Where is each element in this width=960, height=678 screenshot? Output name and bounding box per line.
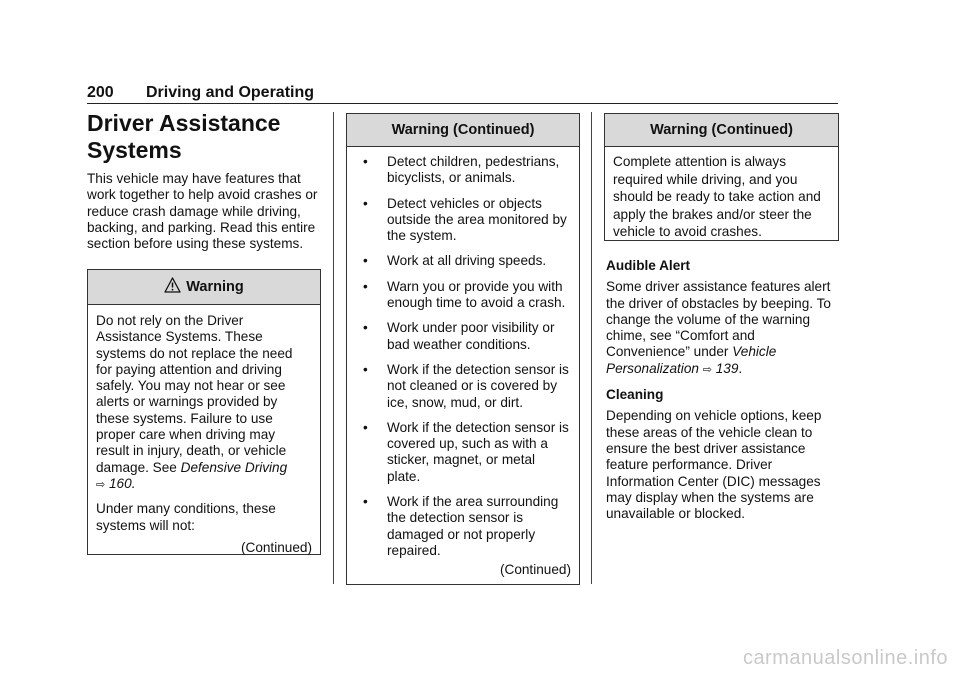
vehicle-personalization-link[interactable]: Vehicle Personalization — [606, 344, 777, 376]
column-divider-left — [333, 112, 334, 584]
audible-alert-heading: Audible Alert — [606, 258, 691, 273]
list-item — [355, 253, 571, 269]
section-title: Driving and Operating — [146, 84, 315, 101]
list-item — [355, 362, 571, 411]
continued-label: (Continued) — [240, 539, 312, 555]
warning-body — [605, 147, 838, 253]
defensive-driving-link[interactable]: Defensive Driving — [180, 459, 288, 475]
column-3 — [606, 258, 838, 531]
page-reference[interactable]: 160 — [109, 475, 132, 491]
page-reference[interactable]: 139 — [715, 360, 739, 376]
warning-header — [347, 114, 579, 147]
warning-triangle-icon — [164, 277, 181, 297]
continued-label: (Continued) — [499, 562, 571, 578]
warning-body — [88, 305, 320, 560]
page-heading — [87, 110, 320, 164]
bullet-marker: • — [363, 154, 368, 169]
list-item-text: Work if the detection sensor is covered up, such as with a sticker, magnet, or metal plate. — [387, 419, 569, 484]
page-number: 200 — [87, 84, 114, 101]
column-1 — [87, 110, 320, 261]
warning-paragraph-2: Under many conditions, these systems will not: — [96, 501, 276, 533]
bullet-marker: • — [363, 320, 368, 336]
bullet-list — [355, 154, 571, 559]
warning-box-2 — [346, 113, 580, 585]
intro-paragraph: This vehicle may have features that work together to help avoid crashes or reduce crash damage while driving, backing, and parking. Read this entire section before using these systems. — [87, 171, 318, 252]
list-item-text: Warn you or provide you with enough time to avoid a crash. — [387, 278, 566, 311]
page-heading-line-1: Driver Assistance — [87, 110, 281, 136]
list-item — [355, 494, 571, 559]
warning-box-1 — [87, 269, 321, 555]
page-header — [87, 83, 838, 104]
warning-header — [605, 114, 838, 147]
cleaning-paragraph: Depending on vehicle options, keep these areas of the vehicle clean to ensure the best driver assistance feature performance. Driver Information Center (DIC) messages may display when the systems are unavailable or blocked. — [606, 408, 822, 522]
bullet-marker: • — [363, 361, 368, 377]
list-item-text: Work under poor visibility or bad weather conditions. — [387, 320, 555, 352]
bullet-marker: • — [363, 278, 368, 294]
warning-continued-heading: Warning (Continued) — [391, 121, 535, 138]
list-item-text: Work if the area surrounding the detection sensor is damaged or not properly repaired. — [387, 494, 559, 558]
warning-body — [347, 147, 579, 583]
warning-paragraph: Complete attention is always required while driving, and you should be ready to take action and apply the brakes and/or steer the vehicle to avoid crashes. — [613, 154, 821, 240]
list-item — [355, 154, 571, 187]
list-item — [355, 279, 571, 312]
column-divider-right — [591, 112, 592, 584]
warning-paragraph-1: Do not rely on the Driver Assistance Systems. These systems do not replace the need for paying attention and driving safely. You may not hear or see alerts or warnings provided by these systems. Failure to use proper care when driving may result in injury, death, or vehicle damage. See Defensive Driving ⇨ 160. — [96, 313, 293, 491]
list-item — [355, 196, 571, 245]
warning-text: Do not rely on the Driver Assistance Systems. These systems do not replace the need for paying attention and driving safely. You may not hear or see alerts or warnings provided by these systems. Failure to use proper care when driving may result in injury, death, or vehicle damage. See — [96, 313, 293, 475]
bullet-marker: • — [363, 494, 368, 510]
watermark: carmanualsonline.info — [742, 647, 948, 669]
bullet-marker: • — [363, 195, 368, 211]
list-item-text: Work at all driving speeds. — [387, 253, 547, 269]
list-item — [355, 320, 571, 353]
list-item-text: Detect children, pedestrians, bicyclists, or animals. — [387, 154, 560, 186]
bullet-marker: • — [363, 419, 368, 435]
audible-alert-paragraph: Some driver assistance features alert the driver of obstacles by beeping. To change the volume of the warning chime, see “Comfort and Convenience” under Vehicle Personalization ⇨ 139. — [606, 279, 831, 376]
cleaning-heading: Cleaning — [606, 387, 664, 403]
list-item — [355, 420, 571, 485]
warning-box-3 — [604, 113, 839, 241]
page-ref-arrow-icon: ⇨ — [702, 363, 712, 376]
list-item-text: Work if the detection sensor is not cleaned or is covered by ice, snow, mud, or dirt. — [387, 361, 569, 410]
page-heading-line-2: Systems — [87, 137, 182, 163]
audible-alert-text: Some driver assistance features alert the driver of obstacles by beeping. To change the volume of the warning chime, see “Comfort and Convenience” under — [606, 279, 831, 360]
bullet-marker: • — [363, 253, 368, 269]
list-item-text: Detect vehicles or objects outside the area monitored by the system. — [387, 195, 567, 244]
warning-continued-heading: Warning (Continued) — [650, 121, 793, 138]
warning-heading: Warning — [186, 278, 244, 295]
warning-header — [88, 270, 320, 305]
page-ref-arrow-icon: ⇨ — [96, 478, 106, 491]
